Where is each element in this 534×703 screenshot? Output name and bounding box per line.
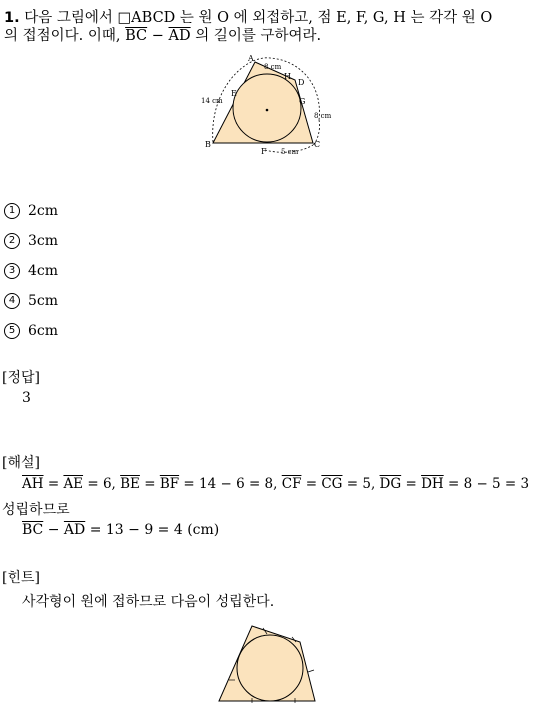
choice-5[interactable] [4,323,58,339]
hint-inscribed-circle [237,635,303,701]
choice-text-3: 4cm [28,263,59,279]
seg-ae: $\overline{AE}$ [63,476,84,492]
label-b: B [205,140,211,149]
result-minus: − [43,522,64,538]
choice-mark-2: 2 [4,233,20,249]
question-number: 1. [4,10,20,26]
answer-heading: [정답] [2,370,40,386]
choice-text-5: 6cm [28,323,59,339]
seg-be: $\overline{BE}$ [120,476,140,492]
length-ad: 8 cm [264,63,282,71]
eq-value-3: = 5, [342,476,380,492]
length-ab: 14 cm [201,97,223,105]
solution-heading: [해설] [2,455,40,471]
label-e: E [231,89,237,98]
segment-bc: $\overline{BC}$ [125,28,148,44]
seg-dh: $\overline{DH}$ [421,476,444,492]
choice-mark-3: 3 [4,263,20,279]
segment-ad: $\overline{AD}$ [168,28,191,44]
choice-mark-1: 1 [4,203,20,219]
length-fc: 5 cm [281,148,299,156]
choice-1[interactable] [4,203,58,219]
center-point [266,109,269,112]
seg-cf: $\overline{CF}$ [281,476,302,492]
hint-heading: [힌트] [2,570,40,586]
minus-sign: − [147,28,169,44]
result-seg-ad: $\overline{AD}$ [63,522,86,538]
label-c: C [314,140,321,149]
result-rest: = 13 − 9 = 4 (cm) [85,522,220,538]
inscribed-circle [233,74,301,142]
hint-text: 사각형이 원에 접하므로 다음이 성립한다. [22,594,275,610]
eq-sign-2: = [139,476,160,492]
length-cd: 8 cm [314,112,332,120]
solution-equation [22,476,529,492]
choice-3[interactable] [4,263,58,279]
eq-value-2: = 14 − 6 = 8, [179,476,282,492]
solution-result [22,522,219,538]
choice-mark-5: 5 [4,323,20,339]
result-seg-bc: $\overline{BC}$ [22,522,44,538]
label-a: A [248,54,254,63]
eq-value-1: = 6, [83,476,121,492]
choice-text-4: 5cm [28,293,59,309]
choice-text-2: 3cm [28,233,59,249]
hint-quadrilateral-figure [215,622,325,703]
tick-mark-4 [308,670,314,672]
solution-holds: 성립하므로 [2,502,70,518]
seg-dg: $\overline{DG}$ [379,476,402,492]
seg-bf: $\overline{BF}$ [159,476,180,492]
eq-sign-1: = [43,476,64,492]
choice-4[interactable] [4,293,58,309]
label-d: D [298,78,305,87]
label-f: F [261,147,267,156]
answer-value: 3 [22,390,31,406]
seg-cg: $\overline{CG}$ [321,476,343,492]
question-line-2 [4,24,321,45]
question-text-1: 다음 그림에서 □ABCD 는 원 O 에 외접하고, 점 E, F, G, H 는 각각 원 O [24,10,493,26]
question-text-2: 의 접점이다. 이때, [4,28,126,44]
eq-value-4: = 8 − 5 = 3 [443,476,530,492]
quadrilateral-figure [195,50,345,160]
eq-sign-3: = [301,476,322,492]
eq-sign-4: = [401,476,422,492]
question-text-3: 의 길이를 구하여라. [190,28,322,44]
choice-mark-4: 4 [4,293,20,309]
choice-2[interactable] [4,233,58,249]
label-h: H [284,72,291,81]
choice-text-1: 2cm [28,203,59,219]
label-g: G [299,97,306,106]
seg-ah: $\overline{AH}$ [22,476,44,492]
